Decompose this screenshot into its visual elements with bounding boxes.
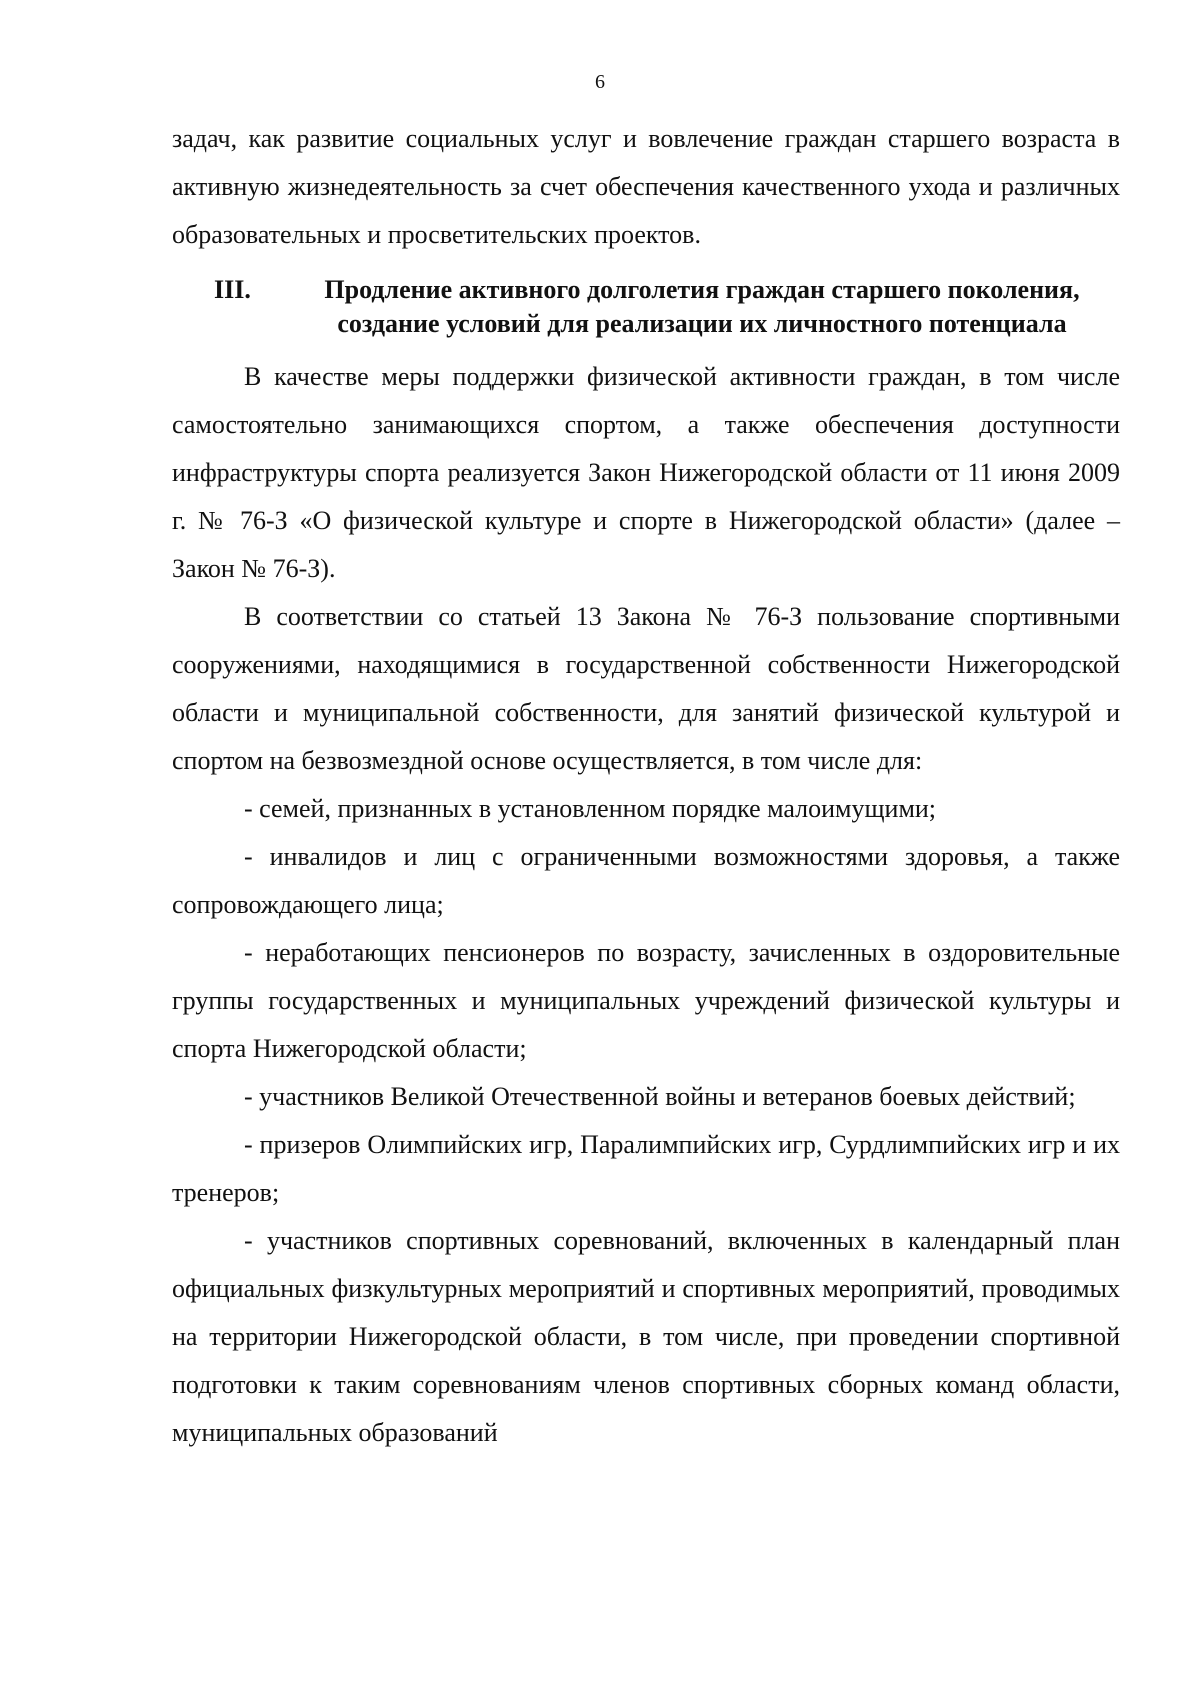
section-title-line-1: Продление активного долголетия граждан старшего поколения, (324, 275, 1080, 304)
list-item: - участников Великой Отечественной войны и ветеранов боевых действий; (244, 1082, 1076, 1111)
body-paragraph-1: В качестве меры поддержки физической активности граждан, в том числе самостоятельно занимающихся спортом, а также обеспечения доступности инфраструктуры спорта реализуется Закон Нижегородской области от 11 июня 2009 г. № 76-З «О физической культуре и спорте в Нижегородской области» (далее – Закон № 76-З). (172, 362, 1120, 583)
section-title (284, 273, 1120, 341)
list-item: - семей, признанных в установленном порядке малоимущими; (244, 794, 937, 823)
list-item: - призеров Олимпийских игр, Паралимпийских игр, Сурдлимпийских игр и их тренеров; (172, 1130, 1120, 1207)
list-item: - неработающих пенсионеров по возрасту, зачисленных в оздоровительные группы государственных и муниципальных учреждений физической культуры и спорта Нижегородской области; (172, 938, 1120, 1063)
section-number: III. (214, 275, 251, 304)
page-number: 6 (595, 71, 605, 93)
body-paragraph-2: В соответствии со статьей 13 Закона № 76-З пользование спортивными сооружениями, находящимися в государственной собственности Нижегородской области и муниципальной собственности, для занятий физической культурой и спортом на безвозмездной основе осуществляется, в том числе для: (172, 602, 1120, 775)
list-item: - участников спортивных соревнований, включенных в календарный план официальных физкультурных мероприятий и спортивных мероприятий, проводимых на территории Нижегородской области, в том числе, при проведении спортивной подготовки к таким соревнованиям членов спортивных сборных команд области, муниципальных образований (172, 1226, 1120, 1447)
section-heading (172, 273, 1120, 341)
intro-paragraph: задач, как развитие социальных услуг и вовлечение граждан старшего возраста в активную жизнедеятельность за счет обеспечения качественного ухода и различных образовательных и просветительских проектов. (172, 124, 1120, 249)
list-item: - инвалидов и лиц с ограниченными возможностями здоровья, а также сопровождающего лица; (172, 842, 1120, 919)
section-title-line-2: создание условий для реализации их личностного потенциала (337, 309, 1067, 338)
page-content (172, 115, 1120, 1457)
